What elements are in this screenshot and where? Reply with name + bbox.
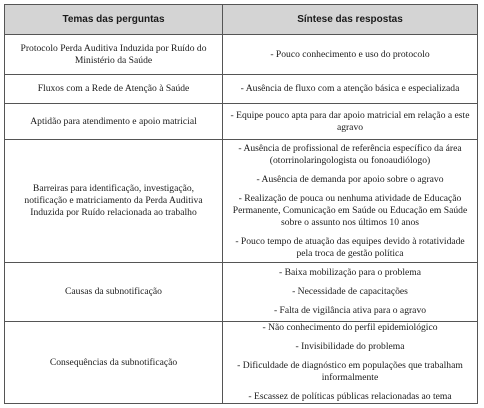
- synthesis-item: - Realização de pouca ou nenhuma atividade de Educação Permanente, Comunicação em Saúde ou Educação em Saúde sobre o assunto nos últimos 10 anos: [232, 192, 468, 228]
- row-topic: Aptidão para atendimento e apoio matricial: [30, 115, 197, 127]
- synthesis-item: - Ausência de fluxo com a atenção básica e especializada: [240, 83, 460, 94]
- synthesis-item: - Necessidade de capacitações: [292, 286, 408, 297]
- synthesis-item: - Não conhecimento do perfil epidemiológico: [262, 322, 438, 333]
- row-synthesis: [222, 104, 477, 139]
- row-synthesis: [222, 35, 477, 74]
- synthesis-item: - Dificuldade de diagnóstico em populações que trabalham informalmente: [237, 360, 463, 383]
- row-topic: Protocolo Perda Auditiva Induzida por Ruído do Ministério da Saúde: [20, 42, 207, 66]
- row-topic: Consequências da subnotificação: [49, 356, 178, 368]
- table-row: [5, 103, 477, 139]
- table-header-row: [5, 5, 477, 34]
- synthesis-item: - Baixa mobilização para o problema: [279, 267, 421, 278]
- row-synthesis: [222, 140, 477, 262]
- row-synthesis: [222, 75, 477, 103]
- table-row: [5, 321, 477, 403]
- synthesis-item: - Invisibilidade do problema: [295, 341, 405, 352]
- row-topic: Causas da subnotificação: [65, 286, 162, 297]
- row-synthesis: [222, 263, 477, 321]
- row-synthesis: [222, 322, 477, 403]
- table-row: [5, 34, 477, 74]
- table-row: [5, 139, 477, 262]
- header-synthesis: Síntese das respostas: [222, 5, 477, 34]
- header-topics: Temas das perguntas: [5, 5, 222, 34]
- synthesis-item: - Pouco tempo de atuação das equipes devido à rotatividade pela troca de gestão política: [235, 235, 465, 259]
- synthesis-item: - Equipe pouco apta para dar apoio matricial em relação a este agravo: [230, 109, 470, 133]
- table-row: [5, 74, 477, 103]
- synthesis-item: - Pouco conhecimento e uso do protocolo: [270, 48, 430, 60]
- synthesis-item: - Escassez de políticas públicas relacionadas ao tema: [248, 391, 452, 402]
- row-topic: Barreiras para identificação, investigação, notificação e matriciamento da Perda Auditiva Induzida por Ruído relacionada ao trabalho: [24, 183, 203, 218]
- synthesis-table: [4, 4, 478, 404]
- table-row: [5, 262, 477, 321]
- synthesis-item: - Ausência de demanda por apoio sobre o agravo: [256, 173, 444, 185]
- row-topic: Fluxos com a Rede de Atenção à Saúde: [37, 83, 190, 94]
- synthesis-item: - Ausência de profissional de referência específico da área (otorrinolaringologista ou fonoaudiólogo): [238, 142, 462, 166]
- synthesis-item: - Falta de vigilância ativa para o agravo: [273, 305, 427, 316]
